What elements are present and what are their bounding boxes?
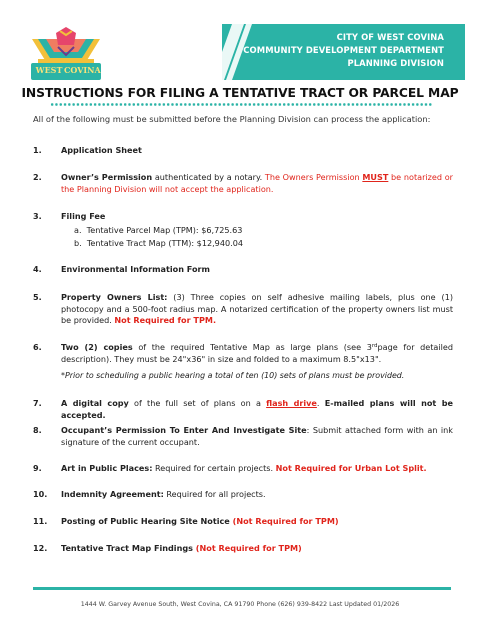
logo-text-west: WEST — [35, 65, 63, 75]
item-heading: Posting of Public Hearing Site Notice — [61, 516, 230, 526]
item-heading: Indemnity Agreement: — [61, 489, 164, 499]
item-warning: be notarized or the Planning Division will not accept the application. — [61, 172, 453, 194]
header-division: PLANNING DIVISION — [347, 58, 444, 68]
item-text: of the full set of plans on a — [128, 398, 267, 408]
item-number: 3. — [33, 211, 42, 221]
item-text: page for detailed description). They must be 24"x36" in size and folded to a maximum 8.5"x13". — [61, 342, 454, 364]
item-warning-emphasis: MUST — [362, 172, 389, 182]
item-text: of the required Tentative Map as large plans (see 3 — [132, 342, 372, 352]
item-text: : Submit attached form with an ink signature of the current occupant. — [61, 425, 453, 447]
intro-text: All of the following must be submitted before the Planning Division can process the application: — [33, 114, 431, 124]
item-number: 5. — [33, 292, 42, 302]
item-number: 12. — [33, 543, 48, 553]
item-number: 9. — [33, 463, 42, 473]
item-warning: Not Required for TPM. — [114, 315, 217, 326]
item-number: 4. — [33, 264, 42, 274]
west-covina-logo — [28, 25, 104, 83]
item-number: 10. — [33, 489, 48, 499]
item-warning: (Not Required for TPM) — [229, 516, 339, 526]
item-note: *Prior to scheduling a public hearing a total of ten (10) sets of plans must be provided. — [61, 371, 405, 380]
logo-text-covina: COVINA — [64, 65, 101, 75]
item-heading: Occupant’s Permission To Enter And Investigate Site — [61, 425, 307, 435]
item-heading: Property Owners List: — [61, 292, 168, 302]
item-heading: Owner’s Permission — [61, 172, 153, 182]
item-heading: Filing Fee — [61, 211, 106, 221]
superscript: rd — [371, 343, 378, 349]
item-number: 6. — [33, 342, 42, 352]
header-city: CITY OF WEST COVINA — [336, 32, 444, 42]
title-dotted-divider — [50, 103, 432, 106]
item-heading: Tentative Tract Map Findings — [61, 543, 193, 553]
header-banner — [222, 24, 465, 80]
item-text: . — [316, 398, 325, 408]
item-text: Required for certain projects. — [152, 463, 276, 473]
footer-contact: 1444 W. Garvey Avenue South, West Covina, CA 91790 Phone (626) 939-8422 Last Updated 01/2026 — [80, 601, 400, 608]
item-warning: Not Required for Urban Lot Split. — [275, 463, 427, 473]
item-number: 7. — [33, 398, 42, 408]
item-number: 11. — [33, 516, 48, 526]
item-number: 8. — [33, 425, 42, 435]
footer-divider — [33, 587, 451, 590]
item-heading: A digital copy — [61, 398, 129, 408]
item-warning: (Not Required for TPM) — [192, 543, 302, 553]
item-heading: Art in Public Places: — [61, 463, 153, 473]
fee-parcel-map: a. Tentative Parcel Map (TPM): $6,725.63 — [74, 225, 243, 235]
flash-drive-link[interactable]: flash drive — [266, 398, 317, 408]
item-emphasis: E-mailed plans will not be accepted. — [61, 398, 453, 420]
fee-tract-map: b. Tentative Tract Map (TTM): $12,940.04 — [74, 238, 244, 248]
item-heading: Application Sheet — [61, 145, 142, 155]
item-warning: The Owners Permission — [264, 172, 363, 182]
item-number: 1. — [33, 145, 42, 155]
item-heading: Two (2) copies — [61, 342, 133, 352]
item-heading: Environmental Information Form — [61, 264, 210, 274]
item-text: Required for all projects. — [163, 489, 266, 499]
item-number: 2. — [33, 172, 42, 182]
header-department: COMMUNITY DEVELOPMENT DEPARTMENT — [243, 45, 444, 55]
page-title: INSTRUCTIONS FOR FILING A TENTATIVE TRACT OR PARCEL MAP — [21, 86, 459, 100]
item-text: authenticated by a notary. — [152, 172, 265, 182]
item-text: (3) Three copies on self adhesive mailing labels, plus one (1) photocopy and a 500-foot radius map. A notarized certification of the property owners list must be provided. — [61, 292, 453, 326]
